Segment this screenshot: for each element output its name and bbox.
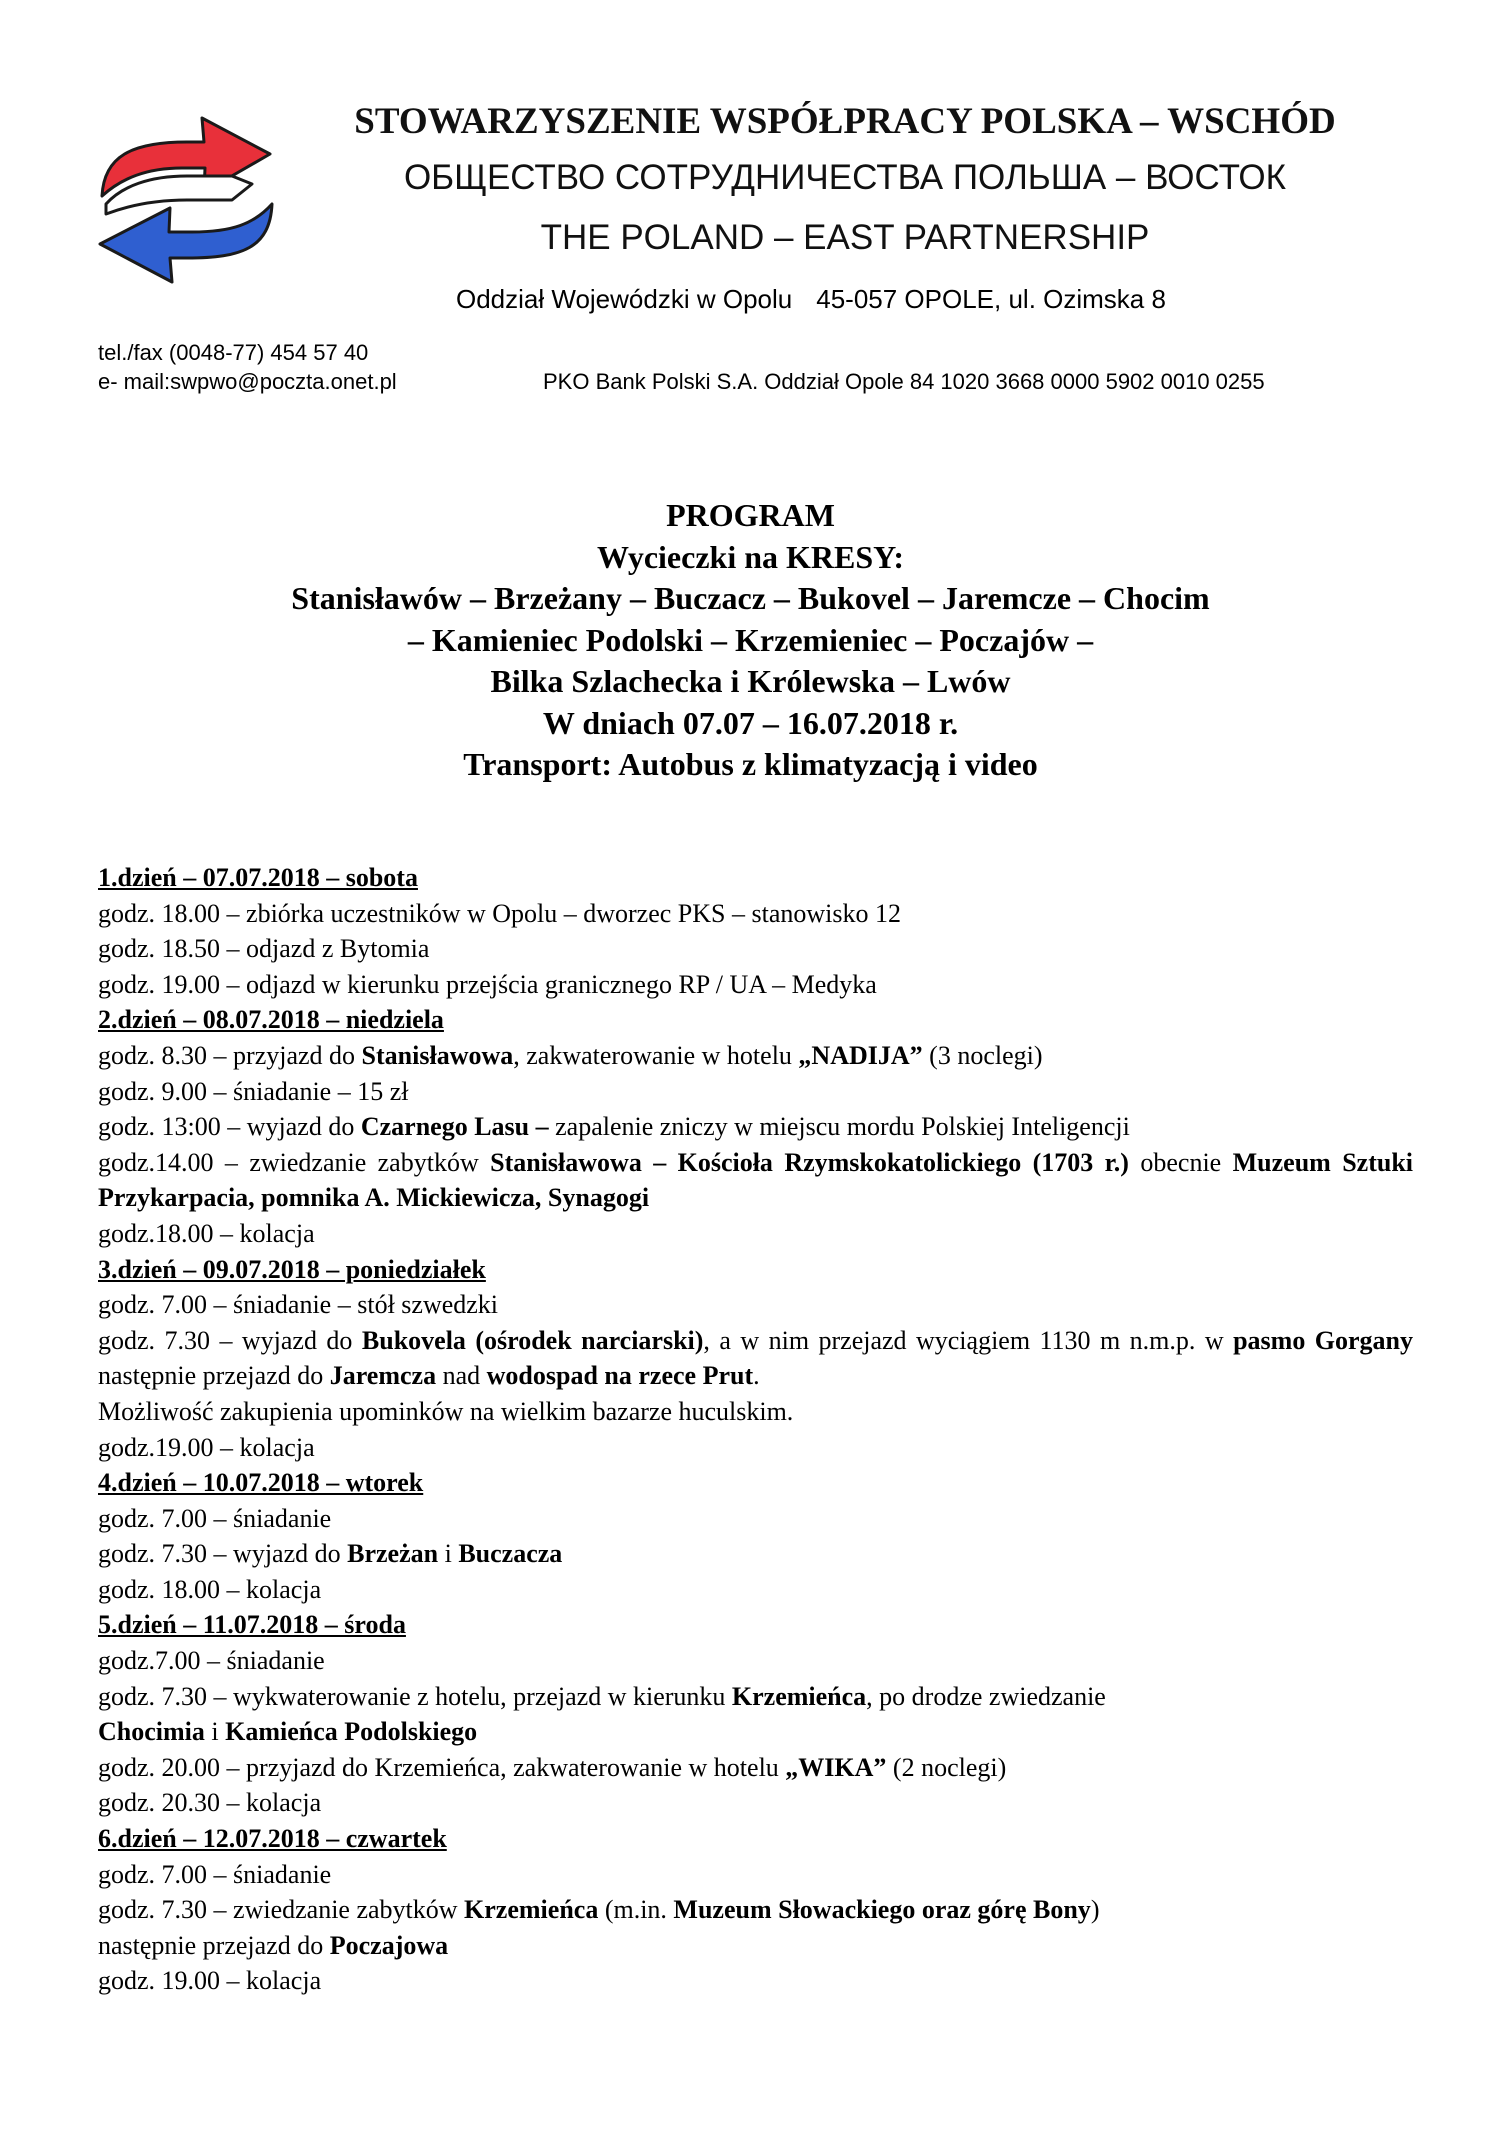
title-dates: W dniach 07.07 – 16.07.2018 r. bbox=[542, 704, 959, 741]
item-bold: pasmo Gorgany bbox=[1233, 1325, 1413, 1355]
item-text: (m.in. bbox=[598, 1895, 674, 1925]
bank-account: PKO Bank Polski S.A. Oddział Opole 84 1020 3668 0000 5902 0010 0255 bbox=[543, 369, 1265, 394]
item-bold: Brzeżan bbox=[347, 1539, 439, 1569]
item-bold: Muzeum Sztuki Przykarpacia, pomnika A. Mickiewicza, Synagogi bbox=[98, 1147, 1414, 1213]
schedule-item: godz. 19.00 – kolacja bbox=[98, 1966, 322, 1996]
schedule-item bbox=[98, 1536, 1413, 1572]
title-route-1: Stanisławów – Brzeżany – Buczacz – Bukovel – Jaremcze – Chocim bbox=[291, 580, 1210, 616]
item-bold: Poczajowa bbox=[329, 1930, 449, 1960]
schedule-item: godz.19.00 – kolacja bbox=[98, 1432, 315, 1462]
item-bold: Krzemieńca bbox=[464, 1895, 599, 1925]
item-bold: wodospad na rzece Prut bbox=[486, 1361, 754, 1391]
item-text: godz. 7.30 – wykwaterowanie z hotelu, przejazd w kierunku bbox=[98, 1681, 732, 1711]
item-bold: Muzeum Słowackiego oraz górę Bony bbox=[673, 1895, 1091, 1925]
title-transport: Transport: Autobus z klimatyzacją i video bbox=[463, 746, 1038, 782]
schedule-item: godz. 18.50 – odjazd z Bytomia bbox=[98, 934, 430, 964]
item-text: , po drodze zwiedzanie bbox=[866, 1681, 1106, 1711]
schedule-item: godz. 20.30 – kolacja bbox=[98, 1788, 322, 1818]
item-bold: „WIKA” bbox=[785, 1752, 887, 1782]
item-text: , zakwaterowanie w hotelu bbox=[513, 1040, 799, 1070]
schedule-item bbox=[98, 1892, 1413, 1928]
schedule-item: godz. 7.00 – śniadanie bbox=[98, 1503, 332, 1533]
branch-address bbox=[456, 284, 1166, 315]
item-text: następnie przejazd do bbox=[98, 1930, 330, 1960]
item-text: ) bbox=[1090, 1895, 1100, 1925]
title-route-2: – Kamieniec Podolski – Krzemieniec – Poczajów – bbox=[407, 621, 1094, 658]
day-heading: 2.dzień – 08.07.2018 – niedziela bbox=[98, 1005, 444, 1035]
schedule-item: godz. 9.00 – śniadanie – 15 zł bbox=[98, 1076, 409, 1106]
item-text: godz. 7.30 – wyjazd do bbox=[98, 1539, 348, 1569]
schedule-item: godz.18.00 – kolacja bbox=[98, 1218, 315, 1248]
program-schedule bbox=[98, 860, 1413, 1999]
title-route-3: Bilka Szlachecka i Królewska – Lwów bbox=[490, 663, 1011, 699]
street-address: 45-057 OPOLE, ul. Ozimska 8 bbox=[816, 284, 1166, 314]
day-heading: 3.dzień – 09.07.2018 – poniedziałek bbox=[98, 1254, 486, 1284]
schedule-item bbox=[98, 1714, 1413, 1750]
item-text: obecnie bbox=[1128, 1147, 1233, 1177]
arrows-logo-icon bbox=[92, 108, 282, 288]
item-text: . bbox=[753, 1361, 760, 1391]
day-heading: 1.dzień – 07.07.2018 – sobota bbox=[98, 863, 418, 892]
item-text: godz. 20.00 – przyjazd do Krzemieńca, zakwaterowanie w hotelu bbox=[98, 1752, 786, 1782]
item-text: godz.14.00 – zwiedzanie zabytków bbox=[98, 1147, 491, 1177]
item-text: i bbox=[438, 1539, 459, 1569]
schedule-item bbox=[98, 1038, 1413, 1074]
item-text: (3 noclegi) bbox=[922, 1040, 1043, 1070]
schedule-item bbox=[98, 1145, 1413, 1216]
schedule-item: Możliwość zakupienia upominków na wielkim bazarze huculskim. bbox=[98, 1396, 794, 1426]
item-bold: Jaremcza bbox=[329, 1361, 437, 1391]
item-bold: Bukovela (ośrodek narciarski) bbox=[361, 1325, 704, 1355]
item-bold: Krzemieńca bbox=[731, 1681, 867, 1711]
blue-arrow-icon bbox=[100, 204, 272, 282]
schedule-item: godz.7.00 – śniadanie bbox=[98, 1646, 325, 1676]
item-bold: Stanisławowa bbox=[361, 1040, 514, 1070]
day-heading: 6.dzień – 12.07.2018 – czwartek bbox=[98, 1824, 447, 1854]
branch-name: Oddział Wojewódzki w Opolu bbox=[456, 284, 793, 314]
title-program: PROGRAM bbox=[666, 497, 835, 533]
schedule-item: godz. 7.00 – śniadanie bbox=[98, 1859, 332, 1889]
schedule-item: godz. 7.00 – śniadanie – stół szwedzki bbox=[98, 1290, 499, 1320]
item-text: zapalenie zniczy w miejscu mordu Polskiej Inteligencji bbox=[548, 1112, 1130, 1142]
schedule-item bbox=[98, 1109, 1413, 1145]
org-name-en: THE POLAND – EAST PARTNERSHIP bbox=[540, 218, 1150, 257]
item-text: i bbox=[204, 1717, 226, 1747]
program-title-block bbox=[0, 495, 1501, 786]
item-text: godz. 7.30 – zwiedzanie zabytków bbox=[98, 1895, 465, 1925]
item-text: nad bbox=[436, 1361, 487, 1391]
schedule-item: godz. 18.00 – kolacja bbox=[98, 1574, 322, 1604]
org-name-ru: ОБЩЕСТВО СОТРУДНИЧЕСТВА ПОЛЬША – ВОСТОК bbox=[403, 158, 1287, 197]
item-text: godz. 13:00 – wyjazd do bbox=[98, 1112, 361, 1142]
item-bold: Kamieńca Podolskiego bbox=[225, 1717, 478, 1747]
schedule-item: godz. 18.00 – zbiórka uczestników w Opolu – dworzec PKS – stanowisko 12 bbox=[98, 898, 901, 928]
item-bold: „NADIJA” bbox=[798, 1040, 923, 1070]
day-heading: 5.dzień – 11.07.2018 – środa bbox=[98, 1610, 406, 1640]
item-bold: Czarnego Lasu – bbox=[360, 1112, 549, 1142]
email-address: e- mail:swpwo@poczta.onet.pl bbox=[98, 369, 397, 394]
item-text: (2 noclegi) bbox=[886, 1752, 1007, 1782]
title-trip: Wycieczki na KRESY: bbox=[597, 538, 904, 575]
schedule-item bbox=[98, 1323, 1413, 1394]
phone-fax: tel./fax (0048-77) 454 57 40 bbox=[98, 340, 369, 365]
item-text: następnie przejazd do bbox=[98, 1361, 330, 1391]
white-arrow-band bbox=[106, 176, 252, 214]
org-name-pl: STOWARZYSZENIE WSPÓŁPRACY POLSKA – WSCHÓD bbox=[354, 101, 1336, 142]
item-bold: Stanisławowa – Kościoła Rzymskokatolickiego (1703 r.) bbox=[490, 1147, 1129, 1177]
day-heading: 4.dzień – 10.07.2018 – wtorek bbox=[98, 1468, 424, 1498]
schedule-item bbox=[98, 1750, 1413, 1786]
schedule-item: godz. 19.00 – odjazd w kierunku przejścia granicznego RP / UA – Medyka bbox=[98, 969, 877, 999]
item-bold: Buczacza bbox=[458, 1539, 563, 1569]
item-text: godz. 7.30 – wyjazd do bbox=[98, 1325, 362, 1355]
schedule-item bbox=[98, 1679, 1413, 1715]
item-text: , a w nim przejazd wyciągiem 1130 m n.m.p. w bbox=[703, 1325, 1234, 1355]
schedule-item bbox=[98, 1928, 1413, 1964]
item-text: godz. 8.30 – przyjazd do bbox=[98, 1040, 362, 1070]
item-bold: Chocimia bbox=[98, 1717, 205, 1747]
